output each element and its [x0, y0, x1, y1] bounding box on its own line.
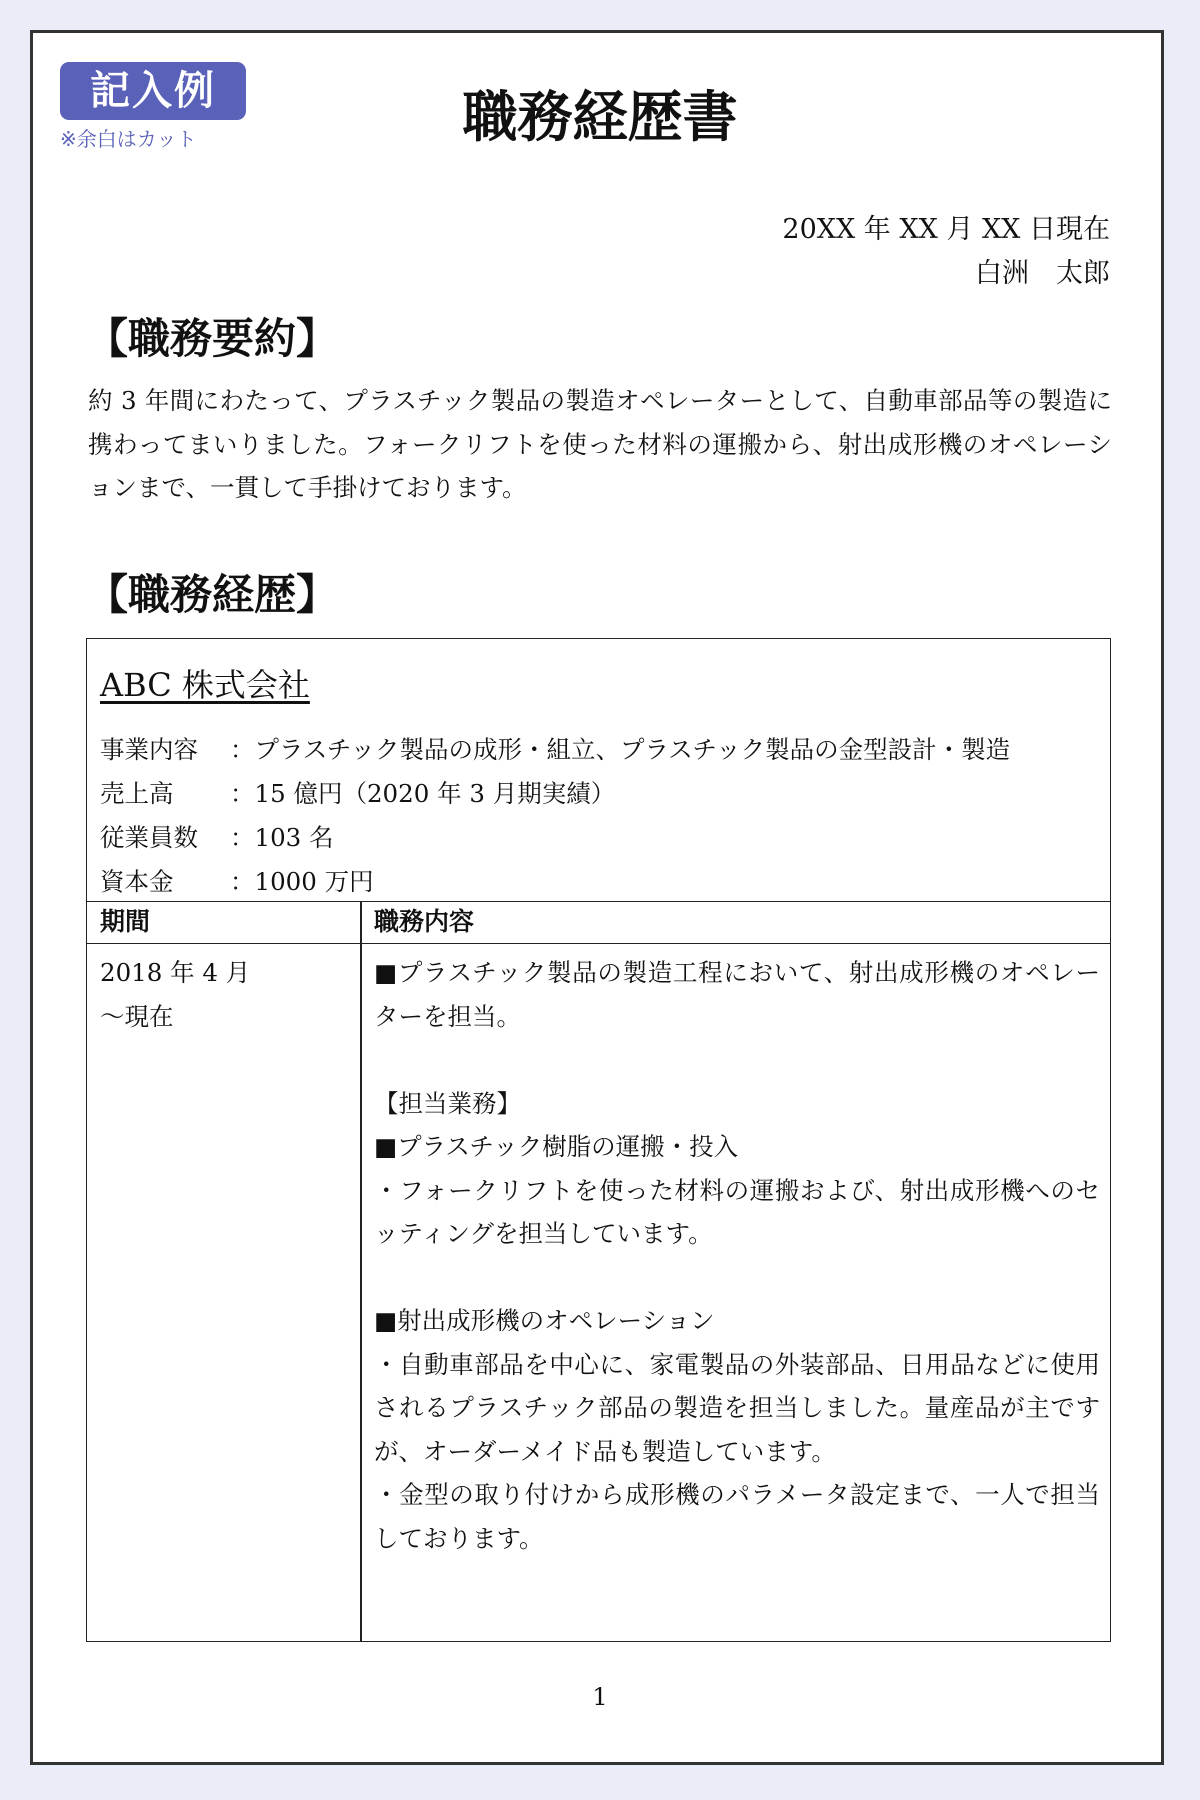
table-header-row: [87, 901, 1110, 944]
info-value: ：プラスチック製品の成形・組立、プラスチック製品の金型設計・製造: [230, 735, 1011, 764]
info-label: 売上高: [100, 779, 174, 808]
header-duties: 職務内容: [374, 907, 475, 936]
info-value: ：1000 万円: [230, 867, 374, 896]
applicant-name: 白洲 太郎: [975, 258, 1110, 289]
document-date: 20XX 年 XX 月 XX 日現在: [782, 214, 1110, 245]
company-info-row: [100, 816, 1010, 860]
career-heading: 【職務経歴】: [86, 570, 339, 619]
badge-note: ※余白はカット: [60, 127, 197, 151]
company-info-row: [100, 860, 1010, 904]
company-info-row: [100, 728, 1010, 772]
duties-cell: [374, 951, 1100, 1560]
summary-heading: 【職務要約】: [86, 314, 339, 363]
info-label: 資本金: [100, 867, 174, 896]
company-info: [100, 728, 1010, 904]
company-name: ABC 株式会社: [100, 666, 310, 704]
header-period: 期間: [100, 907, 151, 936]
document-title: 職務経歴書: [462, 84, 738, 149]
info-label: 事業内容: [100, 735, 198, 764]
column-divider: [360, 901, 362, 1641]
sample-badge: 記入例: [60, 62, 246, 120]
task-detail: ・自動車部品を中心に、家電製品の外装部品、日用品などに使用されるプラスチック部品の製造を担当しました。量産品が主ですが、オーダーメイド品も製造しています。: [374, 1349, 1100, 1466]
summary-text: 約 3 年間にわたって、プラスチック製品の製造オペレーターとして、自動車部品等の製造に携わってまいりました。フォークリフトを使った材料の運搬から、射出成形機のオペレーションまで、一貫して手掛けております。: [88, 386, 1112, 502]
career-table: [86, 638, 1111, 1642]
task-detail: ・フォークリフトを使った材料の運搬および、射出成形機へのセッティングを担当しています。: [374, 1175, 1100, 1248]
task-title: ■プラスチック樹脂の運搬・投入: [374, 1132, 739, 1161]
info-value: ：103 名: [230, 823, 334, 852]
period-start: 2018 年 4 月: [100, 958, 251, 987]
task-detail: ・金型の取り付けから成形機のパラメータ設定まで、一人で担当しております。: [374, 1480, 1100, 1553]
duties-section-label: 【担当業務】: [374, 1088, 521, 1118]
date-name-block: [782, 208, 1110, 296]
task-title: ■射出成形機のオペレーション: [374, 1306, 715, 1335]
company-info-row: [100, 772, 1010, 816]
period-end: ～現在: [100, 1001, 174, 1031]
info-label: 従業員数: [100, 823, 198, 852]
period-cell: [100, 951, 250, 1038]
duties-intro: ■プラスチック製品の製造工程において、射出成形機のオペレーターを担当。: [374, 958, 1100, 1031]
page-number: 1: [592, 1683, 608, 1711]
info-value: ：15 億円（2020 年 3 月期実績）: [230, 779, 616, 808]
